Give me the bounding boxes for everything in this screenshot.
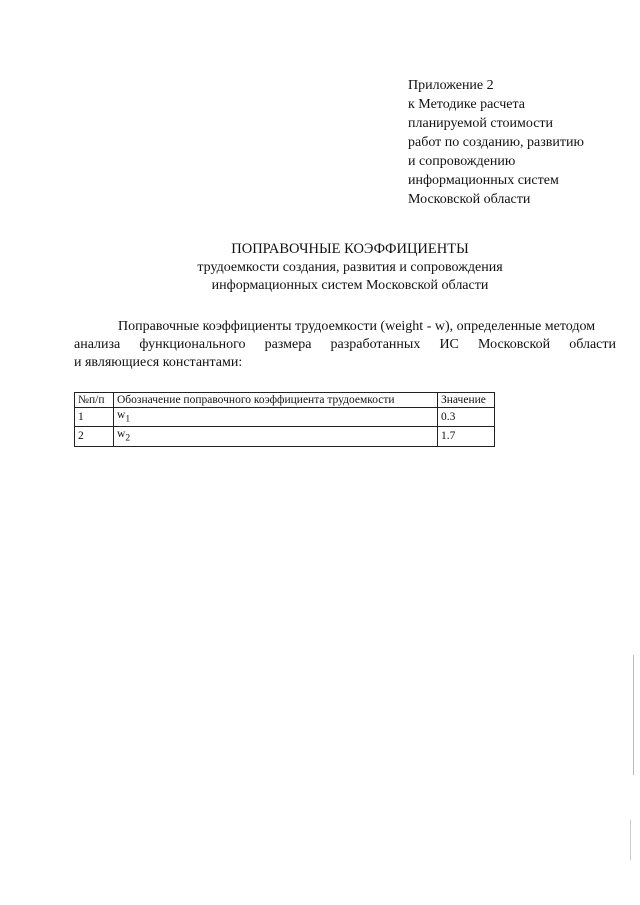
symbol-subscript: 1	[125, 413, 131, 425]
appendix-line: и сопровождению	[408, 154, 516, 169]
appendix-line: Московской области	[408, 192, 531, 207]
scan-artifact	[630, 820, 631, 860]
row-symbol	[114, 408, 438, 427]
paragraph-line-2	[74, 336, 616, 354]
symbol-letter: w	[117, 409, 126, 421]
paragraph-word: разработанных	[330, 337, 421, 352]
row-number: 1	[75, 408, 114, 427]
header-value: Значение	[438, 393, 495, 408]
paragraph-line-1: Поправочные коэффициенты трудоемкости (weight - w), определенные методом	[118, 319, 596, 334]
paragraph-word: анализа	[74, 337, 121, 352]
table-row	[75, 427, 495, 446]
appendix-line: информационных систем	[408, 173, 559, 188]
paragraph-word: функционального	[139, 337, 246, 352]
appendix-line: Приложение 2	[408, 78, 494, 93]
header-number: №п/п	[75, 393, 114, 408]
table-row	[75, 408, 495, 427]
paragraph-word: ИС	[439, 337, 459, 352]
row-symbol	[114, 427, 438, 446]
row-value: 1.7	[438, 427, 495, 446]
document-title: ПОПРАВОЧНЫЕ КОЭФФИЦИЕНТЫ	[231, 241, 469, 257]
coefficients-table	[74, 392, 495, 447]
row-value: 0.3	[438, 408, 495, 427]
appendix-line: к Методике расчета	[408, 97, 525, 112]
paragraph-word: Московской	[478, 337, 551, 352]
appendix-block	[408, 76, 630, 209]
document-subtitle-line-1: трудоемкости создания, развития и сопровождения	[197, 260, 503, 275]
body-paragraph	[74, 318, 616, 372]
paragraph-word: области	[569, 337, 616, 352]
table-header-row	[75, 393, 495, 408]
appendix-line: планируемой стоимости	[408, 116, 554, 131]
scan-artifact	[633, 655, 634, 775]
document-subtitle-line-2: информационных систем Московской области	[211, 278, 489, 293]
paragraph-line-3: и являющиеся константами:	[74, 355, 243, 370]
row-number: 2	[75, 427, 114, 446]
appendix-line: работ по созданию, развитию	[408, 135, 584, 150]
symbol-subscript: 2	[125, 432, 131, 444]
paragraph-word: размера	[264, 337, 312, 352]
symbol-letter: w	[117, 428, 126, 441]
heading-block	[150, 240, 550, 295]
header-designation: Обозначение поправочного коэффициента трудоемкости	[114, 393, 438, 408]
